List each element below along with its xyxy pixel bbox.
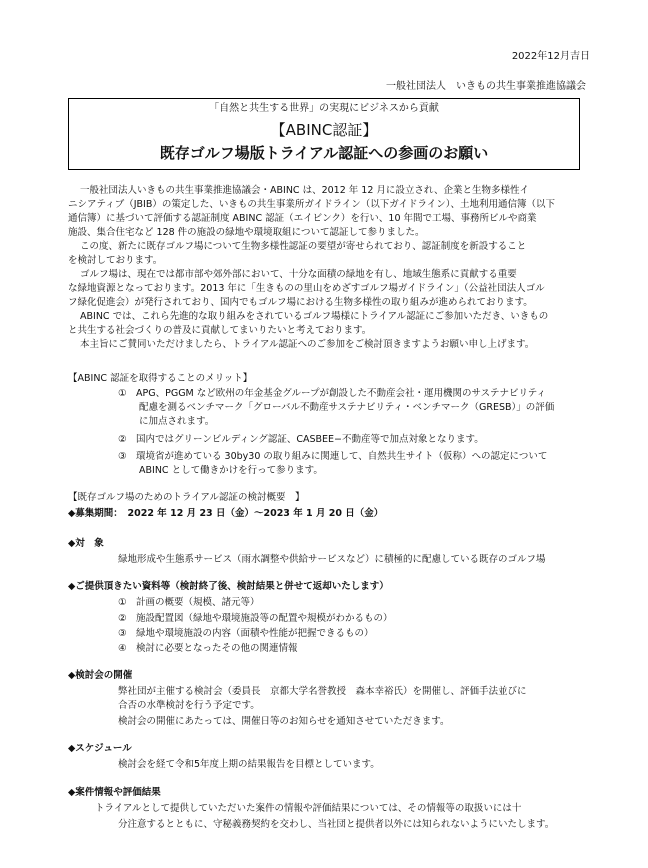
title-brand: 【ABINC認証】 xyxy=(270,121,378,139)
material-item-1: ① 計画の概要（規模、諸元等） xyxy=(118,597,260,608)
merits-heading: 【ABINC 認証を取得することのメリット】 xyxy=(68,373,253,384)
confidential-text-line2: 分注意するとともに、守秘義務契約を交わし、当社団と提供者以外には知られないようにいたします。 xyxy=(118,819,555,830)
confidential-heading: ◆案件情報や評価結果 xyxy=(68,787,161,798)
organization-name: 一般社団法人 いきもの共生事業推進協議会 xyxy=(386,81,586,92)
merit-item3-line2: ABINC として働きかけを行って参ります。 xyxy=(139,465,323,476)
meeting-text-line3: 検討会の開催にあたっては、開催日等のお知らせを通知させていただきます。 xyxy=(118,716,450,727)
page-title: 既存ゴルフ場版トライアル認証への参画のお願い xyxy=(159,144,489,162)
materials-heading: ◆ご提供頂きたい資料等（検討終了後、検討結果と併せて返却いたします） xyxy=(68,581,389,592)
recruitment-period: ◆募集期間： 2022 年 12 月 23 日（金）〜2023 年 1 月 20 日（金） xyxy=(68,508,384,519)
meeting-text-line1: 弊社団が主催する検討会（委員長 京都大学名誉教授 森本幸裕氏）を開催し、評価手法並びに xyxy=(118,686,527,697)
intro-p1-line4: 施設、集合住宅など 128 件の施設の緑地や環境取組について認証して参りました。 xyxy=(68,227,425,238)
merit-item2: ② 国内ではグリーンビルディング認証、CASBEE−不動産等で加点対象となります。 xyxy=(118,434,484,445)
intro-p5: 本主旨にご賛同いただけましたら、トライアル認証へのご参加をご検討頂きますようお願い申し上げます。 xyxy=(80,339,535,350)
title-subtitle: 「自然と共生する世界」の実現にビジネスから貢献 xyxy=(209,103,439,114)
document-date: 2022年12月吉日 xyxy=(511,51,590,62)
material-item-4: ④ 検討に必要となったその他の関連情報 xyxy=(118,643,298,654)
intro-p2-line1: この度、新たに既存ゴルフ場について生物多様性認証の要望が寄せられており、認証制度を新設すること xyxy=(80,241,527,252)
confidential-text-line1: トライアルとして提供していただいた案件の情報や評価結果については、その情報等の取扱いには十 xyxy=(95,803,522,814)
merit-item3-line1: ③ 環境省が進めている 30by30 の取り組みに関連して、自然共生サイト（仮称）への認定について xyxy=(118,451,548,462)
meeting-heading: ◆検討会の開催 xyxy=(68,670,133,681)
intro-p3-line1: ゴルフ場は、現在では都市部や郊外部において、十分な面積の緑地を有し、地域生態系に貢献する重要 xyxy=(80,269,517,280)
target-text: 緑地形成や生態系サービス（雨水調整や供給サービスなど）に積極的に配慮している既存のゴルフ場 xyxy=(118,554,546,565)
intro-p2-line2: を検討しております。 xyxy=(68,255,163,266)
intro-p4-line1: ABINC では、これら先進的な取り組みをされているゴルフ場様にトライアル認証にご参加いただき、いきもの xyxy=(80,311,549,322)
merit-item1-line1: ① APG、PGGM など欧州の年金基金グループが創設した不動産会社・運用機関のサステナビリティ xyxy=(118,388,546,399)
material-item-3: ③ 緑地や環境施設の内容（面積や性能が把握できるもの） xyxy=(118,628,374,639)
material-item-2: ② 施設配置図（緑地や環境施設等の配置や規模がわかるもの） xyxy=(118,613,393,624)
intro-p3-line2: な緑地資源となっております。2013 年に「生きものの里山をめざすゴルフ場ガイドライン」（公益社団法人ゴル xyxy=(68,283,545,294)
intro-p3-line3: フ緑化促進会）が発行されており、国内でもゴルフ場における生物多様性の取り組みが進められております。 xyxy=(68,297,533,308)
intro-p1-line3: 通信簿）に基づいて評価する認証制度 ABINC 認証（エイビンク）を行い、10 年間で工場、事務所ビルや商業 xyxy=(68,213,537,224)
target-heading: ◆対 象 xyxy=(68,538,104,549)
schedule-heading: ◆スケジュール xyxy=(68,743,132,754)
title-box xyxy=(68,98,580,170)
intro-p4-line2: と共生する社会づくりの普及に貢献してまいりたいと考えております。 xyxy=(68,325,372,336)
overview-heading: 【既存ゴルフ場のためのトライアル認証の検討概要 】 xyxy=(68,492,305,503)
schedule-text: 検討会を経て令和5年度上期の結果報告を目標としています。 xyxy=(118,759,380,770)
intro-p1-line1: 一般社団法人いきもの共生事業推進協議会・ABINC は、2012 年 12 月に設立され、企業と生物多様性イ xyxy=(80,185,529,196)
merit-item1-line3: に加点されます。 xyxy=(139,416,215,427)
meeting-text-line2: 合否の水準検討を行う予定です。 xyxy=(118,700,260,711)
intro-p1-line2: ニシアティブ（JBIB）の策定した、いきもの共生事業所ガイドライン（以下ガイドライン）、土地利用通信簿（以下 xyxy=(68,199,555,210)
merit-item1-line2: 配慮を測るベンチマーク「グローバル不動産サステナビリティ・ベンチマーク（GRESB）」の評価 xyxy=(139,402,555,413)
